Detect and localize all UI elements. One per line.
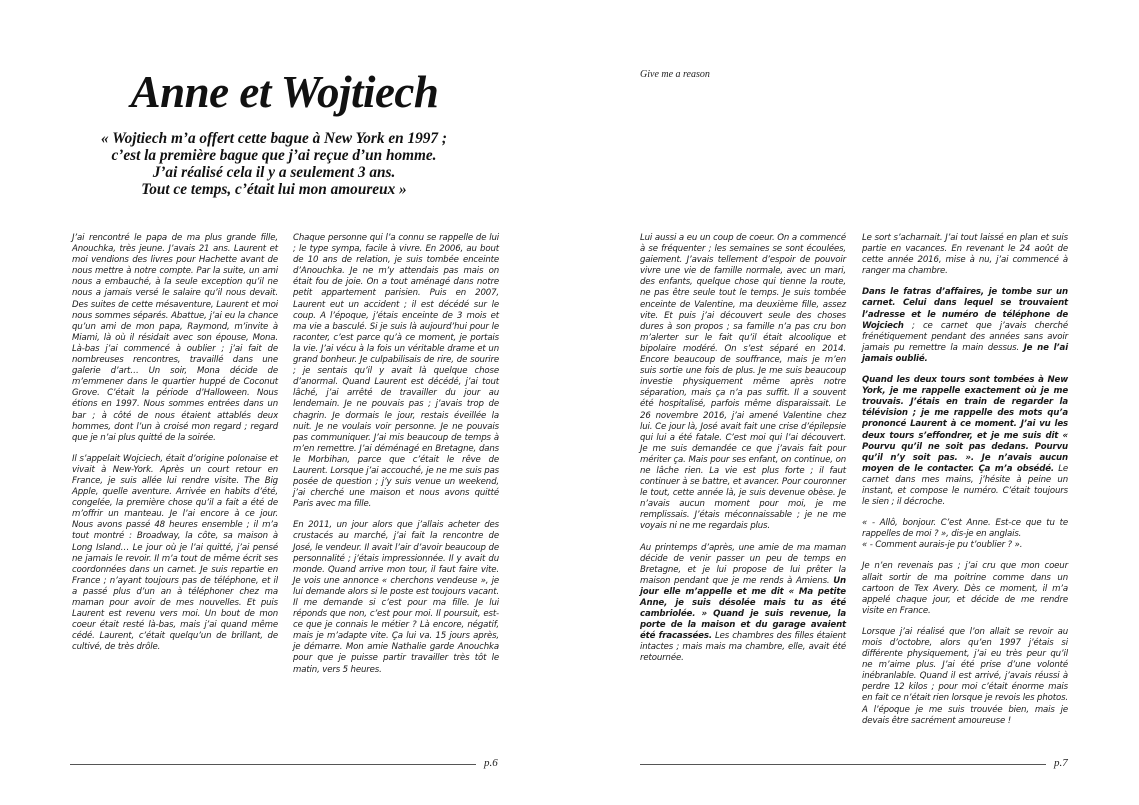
text-run: ; ce carnet que j’avais cherché frénétiquement pendant des années sans avoir jamais pu remettre la main dessus. <box>862 320 1068 353</box>
pull-quote <box>64 130 484 198</box>
paragraph: Lui aussi a eu un coup de coeur. On a commencé à se fréquenter ; les semaines se sont écoulées, gaiement. J’avais tellement d’espoir de pouvoir vivre une vie de famille normale, avec un mari, des enfants, quelque chose qui tienne la route, ne pas être seule tout le temps. Je suis tombée enceinte de Valentine, ma deuxième fille, assez vite. Et puis j’ai découvert seule des choses dures à son propos ; sa famille n’a pas cru bon m’alerter sur le fait qu’il était alcoolique et bipolaire modéré. On s’est séparé en 2014. Encore beaucoup de souffrance, mais je m’en suis sortie une fois de plus. Je me suis beaucoup investie physiquement même après notre séparation, mais ça n’a pas suffit. Il a souvent été hospitalisé, parfois même disparaissait. Le 26 novembre 2016, j’ai amené Valentine chez lui. Ce jour là, José avait fait une crise d’épilepsie qui lui a été fatale. C’est moi qui l’ai découvert. Je me suis demandée ce que j’avais fait pour mériter ça. Mais pour ses enfant, on continue, on ne lâche rien. La vie est plus forte ; il faut continuer à se battre, et avancer. Pour couronner le tout, cette année là, je suis devenue obèse. Je n’avais aucun moment pour moi, je me remplissais. J’étais méconnaissable ; je ne me voyais ni ne me regardais plus. <box>640 233 846 532</box>
paragraph <box>862 627 1068 727</box>
running-header: Give me a reason <box>640 69 710 80</box>
paragraph <box>862 375 1068 508</box>
paragraph: J’ai rencontré le papa de ma plus grande fille, Anouchka, très jeune. J’avais 21 ans. Laurent et moi vendions des livres pour Hachette avant de nous mettre à notre compte. Par la suite, un ami nous a embauché, à la seule exception qu’il ne nous a jamais versé le salaire qu’il nous devait. Des suites de cette mésaventure, Laurent et moi nous sommes séparés. Abattue, j’ai eu la chance qu’un ami de mon papa, Raymond, m’invite à Miami, là où il résidait avec son épouse, Mona. Là-bas j’ai commencé à oublier ; j’ai fait de nombreuses rencontres, travaillé dans une galerie d’art… Un soir, Mona décide de m’emmener dans le quartier huppé de Coconut Grove. C’était la période d’Halloween. Nous étions en 1997. Nous sommes entrées dans un bar ; à côté de nous étaient attablés deux hommes, dont l’un à croisé mon regard ; regard que je n’ai plus quitté de la soirée. <box>72 233 278 443</box>
text-run: Le carnet dans mes mains, j’hésite à peine un instant, et compose le numéro. C’était toujours le sien ; il décroche. <box>862 463 1068 508</box>
paragraph <box>862 540 1068 551</box>
bold-run: Dans le fatras d’affaires, je tombe sur un carnet. Celui dans lequel se trouvaient l’adresse et le numéro de téléphone de Wojciech <box>862 287 1068 331</box>
paragraph <box>862 287 1068 365</box>
bold-run: Quand les deux tours sont tombées à New York, je me rappelle exactement où je me trouvais. J’étais en train de regarder la télévision ; je me rappelle des mots qu’a prononcé Laurent à ce moment. J’ai vu les deux tours s’effondrer, et je me suis dit « Pourvu qu’il ne soit pas dedans. Pourvu qu’il n’y soit pas. ». Je n’avais aucun moyen de le contacter. Ça m’a obsédé. <box>862 375 1068 474</box>
right-page <box>570 0 1139 805</box>
pull-quote-line: « Wojtiech m’a offert cette bague à New York en 1997 ; <box>101 130 447 147</box>
pull-quote-line: J’ai réalisé cela il y a seulement 3 ans. <box>152 164 396 181</box>
text-column-3 <box>640 233 846 675</box>
bold-run: Un jour elle m’appelle et me dit « Ma petite Anne, je suis désolée mais tu as été cambriolée. » Quand je suis revenue, la porte de la maison et du garage avaient été fracassées. <box>640 575 846 642</box>
text-run: « - Comment aurais-je pu t’oublier ? ». <box>862 540 1023 551</box>
text-run: « - Allô, bonjour. C’est Anne. Est-ce que tu te rappelles de moi ? », dis-je en anglais. <box>862 518 1068 540</box>
page-number: p.6 <box>484 757 498 769</box>
paragraph: Chaque personne qui l’a connu se rappelle de lui ; le type sympa, facile à vivre. En 2006, au bout de 10 ans de relation, je suis tombée enceinte d’Anouchka. Je ne m’y attendais pas mais on était fou de joie. On a tout aménagé dans notre petit appartement parisien. Puis en 2007, Laurent eut un accident ; il est décédé sur le coup. A l’époque, j’étais enceinte de 3 mois et ma vie a basculé. Si je suis là aujourd’hui pour le raconter, c’est parce qu’à ce moment, je portais la vie. J’ai vécu à la fois un véritable drame et un grand bonheur. Je culpabilisais de rire, de sourire ; je sentais qu’il y avait là quelque chose d’anormal. Quand Laurent est décédé, j’ai tout lâché, j’ai arrêté de travailler du jour au lendemain. Je ne pouvais pas ; j’avais trop de chagrin. Je dormais le jour, restais éveillée la nuit. Je ne voulais voir personne. Je ne pouvais pas communiquer. J’ai mis beaucoup de temps à m’en remettre. J’ai déménagé en Bretagne, dans le Morbihan, parce que c’était le rêve de Laurent. Lorsque j’ai accouché, je ne me suis pas posée de question ; j’y suis venue un weekend, j’ai cherché une maison et nous avons quitté Paris avec ma fille. <box>293 233 499 510</box>
bold-run: Je ne l’ai jamais oublié. <box>862 342 1068 364</box>
article-title: Anne et Wojtiech <box>130 67 439 117</box>
paragraph <box>640 543 846 665</box>
text-run: Au printemps d’après, une amie de ma maman décide de venir passer un peu de temps en Bretagne, et je lui propose de lui prêter la maison pendant que je me rends à Amiens. <box>640 542 846 586</box>
text-run: Les chambres des filles étaient intactes ; mais mais ma chambre, elle, avait été retournée. <box>640 631 846 664</box>
text-run: Le sort s’acharnait. J’ai tout laissé en plan et suis partie en vacances. En revenant le 24 août de cette année 2016, mise à nu, j’ai commencé à ranger ma chambre. <box>862 233 1068 277</box>
text-column-4 <box>862 233 1068 737</box>
paragraph: En 2011, un jour alors que j’allais acheter des crustacés au marché, j’ai fait la rencontre de José, le vendeur. Il avait l’air d’avoir beaucoup de personnalité ; j’étais impressionnée. Il y avait du monde. Quand arrive mon tour, il faut faire vite. Je vois une annonce « cherchons vendeuse », je lui demande alors si le poste est toujours vacant. Il me demande si c’est pour ma fille. Je lui réponds que non, c’est pour moi. Il poursuit, est-ce que je connais le métier ? Là encore, négatif, mais je m’adapte vite. Ça lui va. 15 jours après, je démarre. Mon amie Nathalie garde Anouchka pour que je puisse partir travailler très tôt le matin, vers 5 heures. <box>293 520 499 675</box>
footer-rule <box>640 764 1046 765</box>
text-run: Lorsque j’ai réalisé que l’on allait se revoir au mois d’octobre, alors qu’en 1997 j’étais si différente physiquement, j’ai eu très peur qu’il ne m’aime plus. J’ai été prise d’une volonté inébranlable. Quand il est arrivé, j’avais réussi à perdre 12 kilos ; pour moi c’était énorme mais en fait ce n’était rien lorsque je revois les photos. A l’époque je me suis trouvée bien, mais je devais être sacrément amoureuse ! <box>862 626 1068 726</box>
left-page <box>0 0 569 805</box>
pull-quote-line: c’est la première bague que j’ai reçue d’un homme. <box>111 147 437 164</box>
text-run: Je n’en revenais pas ; j’ai cru que mon coeur allait sortir de ma poitrine comme dans un cartoon de Tex Avery. Dès ce moment, il m’a appelé chaque jour, et décide de me rendre visite en France. <box>862 561 1068 616</box>
page-number: p.7 <box>1054 757 1068 769</box>
footer-rule <box>70 764 476 765</box>
text-column-1 <box>72 233 278 663</box>
paragraph <box>862 518 1068 540</box>
paragraph: Il s’appelait Wojciech, était d’origine polonaise et vivait à New-York. Après un court retour en France, je suis allée lui rendre visite. The Big Apple, quelle aventure. Arrivée en habits d’été, congelée, la première chose qu’il a fait a été de m’offrir un manteau. Je l’ai encore à ce jour. Nous avons passé 48 heures ensemble ; il m’a tout montré : Broadway, la côte, sa maison à Long Island… Le jour où je l’ai quitté, j’ai pensé ne jamais le revoir. Il m’a tout de même écrit ses coordonnées dans un carnet. Je suis repartie en France ; n’ayant toujours pas de téléphone, et il a passé plus d’un an à téléphoner chez ma maman pour avoir de mes nouvelles. Et puis Laurent est revenu vers moi. Un bout de mon coeur était resté là-bas, mais j’ai quand même cédé. Laurent, c’était quelqu’un de brillant, de cultivé, de très drôle. <box>72 453 278 653</box>
paragraph <box>862 233 1068 277</box>
pull-quote-line: Tout ce temps, c’était lui mon amoureux » <box>141 181 407 198</box>
text-column-2 <box>293 233 499 686</box>
paragraph <box>862 561 1068 616</box>
